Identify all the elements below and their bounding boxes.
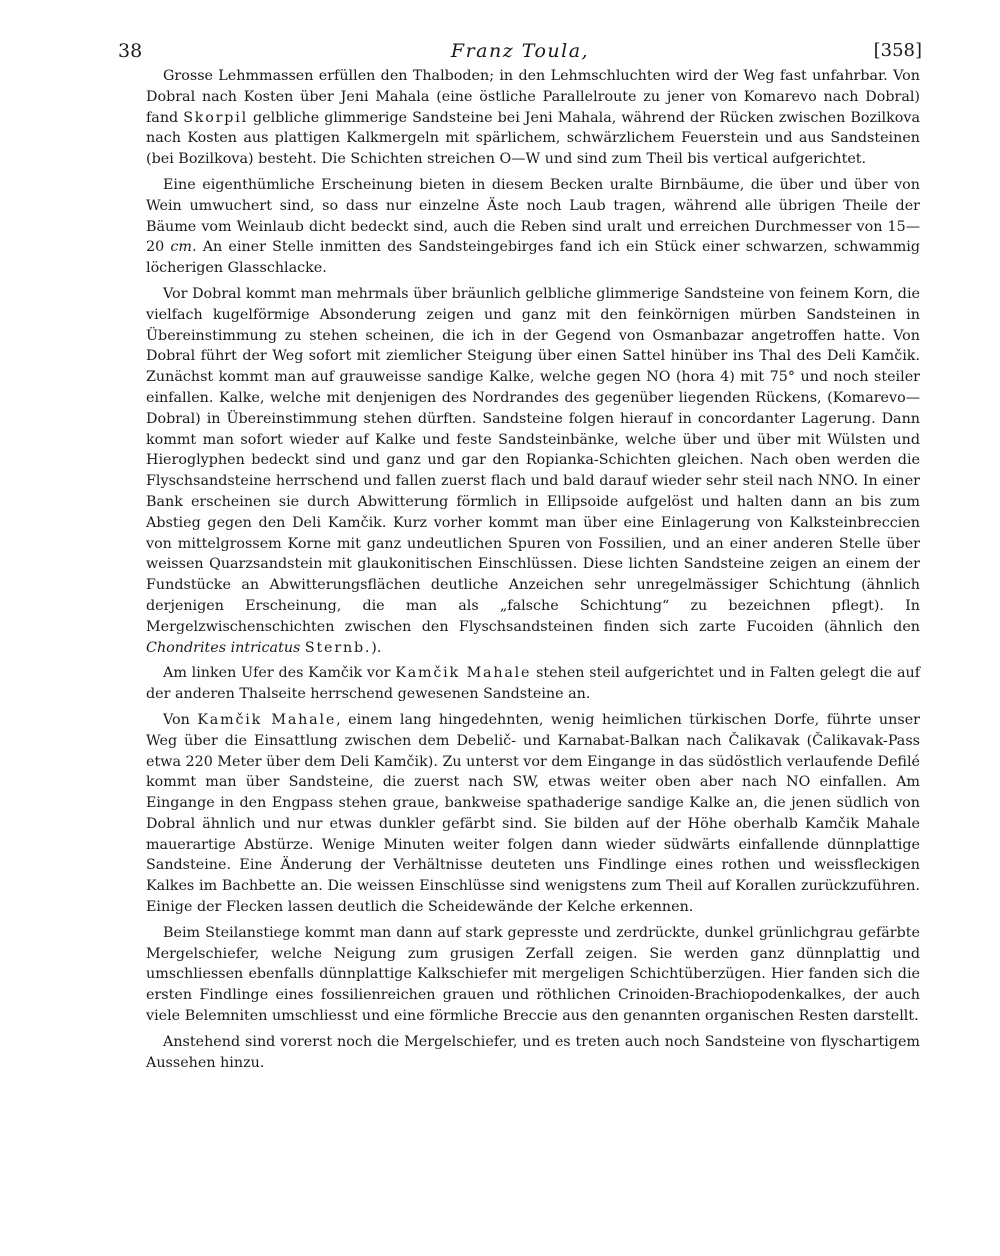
author-abbrev: Sternb. [304, 639, 372, 656]
paragraph: Am linken Ufer des Kamčik vor Kamčik Mahale stehen steil aufgerichtet und in Falten gelegt die auf der anderen Thalseite herrschend gewesenen Sandsteine an. [146, 665, 920, 703]
unit-italic: cm. [170, 239, 197, 256]
species-name: Chondrites intricatus [146, 639, 301, 656]
spaced-name: Skorpil [183, 109, 248, 126]
body-text [146, 66, 920, 1078]
page-reference: [358] [873, 40, 922, 61]
running-author: Franz Toula, [450, 40, 590, 62]
running-header [118, 40, 922, 66]
paragraph: Beim Steilanstiege kommt man dann auf stark gepresste und zerdrückte, dunkel grünlichgrau gefärbte Mergelschiefer, welche Neigung zum grusigen Zerfall zeigen. Sie werden ganz dünnplattig und umschliessen ebenfalls dünnplattige Kalkschiefer mit mergeligen Schichtüberzügen. Hier fanden sich die ersten Findlinge eines fossilienreichen grauen und röthlichen Crinoiden-Brachiopodenkalkes, der auch viele Belemniten umschliesst und eine förmliche Breccie aus den genannten organischen Resten darstellt. [146, 924, 920, 1025]
paragraph: Vor Dobral kommt man mehrmals über bräunlich gelbliche glimmerige Sandsteine von feinem Korn, die vielfach kugelförmige Absonderung zeigen und ganz mit den feinkörnigen mürben Sandsteinen in Übereinstimmung zu stehen scheinen, die ich in der Gegend von Osmanbazar angetroffen hatte. Von Dobral führt der Weg sofort mit ziemlicher Steigung über einen Sattel hinüber ins Thal des Deli Kamčik. Zunächst kommt man auf grauweisse sandige Kalke, welche gegen NO (hora 4) mit 75° und noch steiler einfallen. Kalke, welche mit denjenigen des Nordrandes des gegenüber liegenden Rückens, (Komarevo—Dobral) in Übereinstimmung stehen dürften. Sandsteine folgen hierauf in concordanter Lagerung. Dann kommt man sofort wieder auf Kalke und feste Sandsteinbänke, welche über und über mit Wülsten und Hieroglyphen bedeckt sind und ganz und gar den Ropianka-Schichten gleichen. Nach oben werden die Flyschsandsteine herrschend und fallen zuerst flach und bald darauf wieder sehr steil nach NNO. In einer Bank erscheinen sie durch Abwitterung förmlich in Ellipsoide aufgelöst und halten dann an bis zum Abstieg gegen den Deli Kamčik. Kurz vorher kommt man über eine Einlagerung von Kalksteinbreccien von mittelgrossem Korne mit ganz undeutlichen Spuren von Fossilien, und an einer anderen Stelle über weissen Quarzsandstein mit glaukonitischen Einschlüssen. Diese lichten Sandsteine zeigen an einem der Fundstücke an Abwitterungsflächen deutliche Anzeichen sehr unregelmässiger Schichtung (ähnlich derjenigen Erscheinung, die man als „falsche Schichtung“ zu bezeichnen pflegt). In Mergelzwischenschichten zwischen den Flyschsandsteinen finden sich zarte Fucoiden (ähnlich den Chondrites intricatus Sternb.). [146, 285, 920, 656]
place-name: Kamčik Mahale [197, 711, 337, 728]
paragraph: Eine eigenthümliche Erscheinung bieten in diesem Becken uralte Birnbäume, die über und über von Wein umwuchert sind, so dass nur einzelne Äste noch Laub tragen, während alle übrigen Theile der Bäume vom Weinlaub dicht bedeckt sind, auch die Reben sind uralt und erreichen Durchmesser von 15—20 cm. An einer Stelle inmitten des Sandsteingebirges fand ich ein Stück einer schwarzen, schwammig löcherigen Glasschlacke. [146, 176, 920, 277]
place-name: Kamčik Mahale [395, 665, 532, 682]
page-number: 38 [118, 40, 143, 62]
paragraph: Grosse Lehmmassen erfüllen den Thalboden; in den Lehmschluchten wird der Weg fast unfahrbar. Von Dobral nach Kosten über Jeni Mahala (eine östliche Parallelroute zu jener von Komarevo nach Dobral) fand Skorpil gelbliche glimmerige Sandsteine bei Jeni Mahala, während der Rücken zwischen Bozilkova nach Kosten aus plattigen Kalkmergeln mit spärlichem, schwärzlichem Feuerstein und aus Sandsteinen (bei Bozilkova) besteht. Die Schichten streichen O—W und sind zum Theil bis vertical aufgerichtet. [146, 68, 920, 168]
paragraph: Von Kamčik Mahale, einem lang hingedehnten, wenig heimlichen türkischen Dorfe, führte unser Weg über die Einsattlung zwischen dem Debelič- und Karnabat-Balkan nach Čalikavak (Čalikavak-Pass etwa 220 Meter über dem Deli Kamčik). Zu unterst vor dem Eingange in das südöstlich verlaufende Defilé kommt man über Sandsteine, die zuerst nach SW, etwas weiter oben aber nach NO einfallen. Am Eingange in den Engpass stehen graue, bankweise spathaderige sandige Kalke an, die jenen südlich von Dobral ähnlich und nur etwas dunkler gefärbt sind. Sie bilden auf der Höhe oberhalb Kamčik Mahale mauerartige Abstürze. Wenige Minuten weiter folgen dann wieder südwärts einfallende dünnplattige Sandsteine. Eine Änderung der Verhältnisse deuteten uns Findlinge eines rothen und weissfleckigen Kalkes im Bachbette an. Die weissen Einschlüsse sind wenigstens zum Theil auf Korallen zurückzuführen. Einige der Flecken lassen deutlich die Scheidewände der Kelche erkennen. [146, 711, 920, 916]
paragraph: Anstehend sind vorerst noch die Mergelschiefer, und es treten auch noch Sandsteine von flyschartigem Aussehen hinzu. [146, 1033, 920, 1071]
